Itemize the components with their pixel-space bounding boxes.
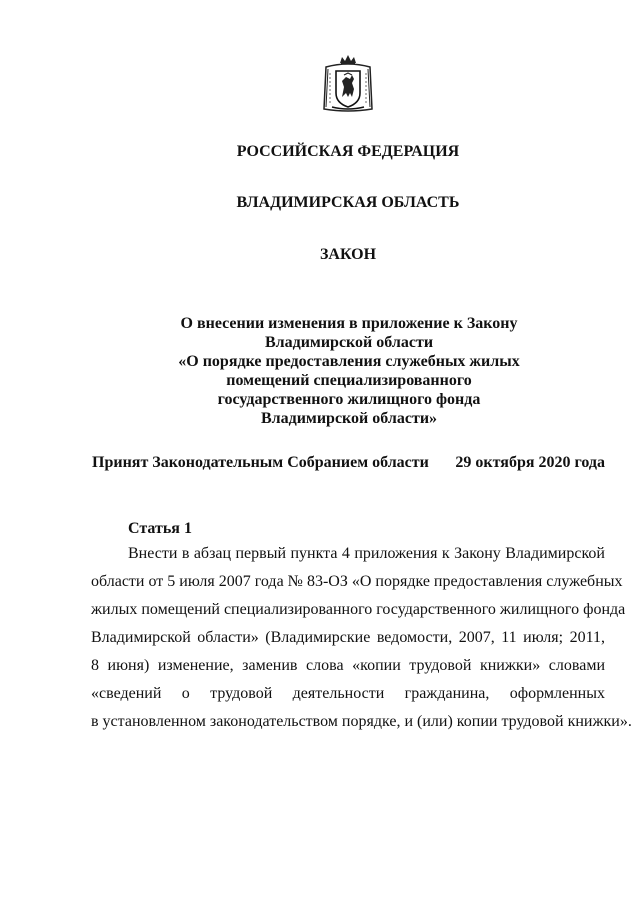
article-title: Статья 1 <box>128 520 192 537</box>
article-line: Владимирской области» (Владимирские ведомости, 2007, 11 июля; 2011, <box>91 629 605 646</box>
article-line: в установленном законодательством порядке, и (или) копии трудовой книжки». <box>91 713 632 730</box>
country-heading: РОССИЙСКАЯ ФЕДЕРАЦИЯ <box>236 143 460 160</box>
subject-line: Владимирской области» <box>260 410 438 427</box>
subject-line: О внесении изменения в приложение к Закону <box>180 315 518 332</box>
region-heading: ВЛАДИМИРСКАЯ ОБЛАСТЬ <box>236 194 460 211</box>
article-body <box>91 540 632 736</box>
article-line: Внести в абзац первый пункта 4 приложения к Закону Владимирской <box>128 545 605 562</box>
law-subject <box>150 314 548 428</box>
document-type-heading: ЗАКОН <box>319 246 377 263</box>
adoption-date: 29 октября 2020 года <box>455 454 605 471</box>
coat-of-arms-icon <box>322 53 374 113</box>
article-line: 8 июня) изменение, заменив слова «копии трудовой книжки» словами <box>91 657 605 674</box>
article-line: области от 5 июля 2007 года № 83-ОЗ «О порядке предоставления служебных <box>91 573 623 590</box>
subject-line: Владимирской области <box>264 334 434 351</box>
subject-line: «О порядке предоставления служебных жилых <box>178 353 520 370</box>
subject-line: помещений специализированного <box>226 372 472 389</box>
adopted-by: Принят Законодательным Собранием области <box>92 454 429 471</box>
article-line: жилых помещений специализированного государственного жилищного фонда <box>91 601 626 618</box>
subject-line: государственного жилищного фонда <box>217 391 481 408</box>
article-line: «сведений о трудовой деятельности гражданина, оформленных <box>91 685 605 702</box>
